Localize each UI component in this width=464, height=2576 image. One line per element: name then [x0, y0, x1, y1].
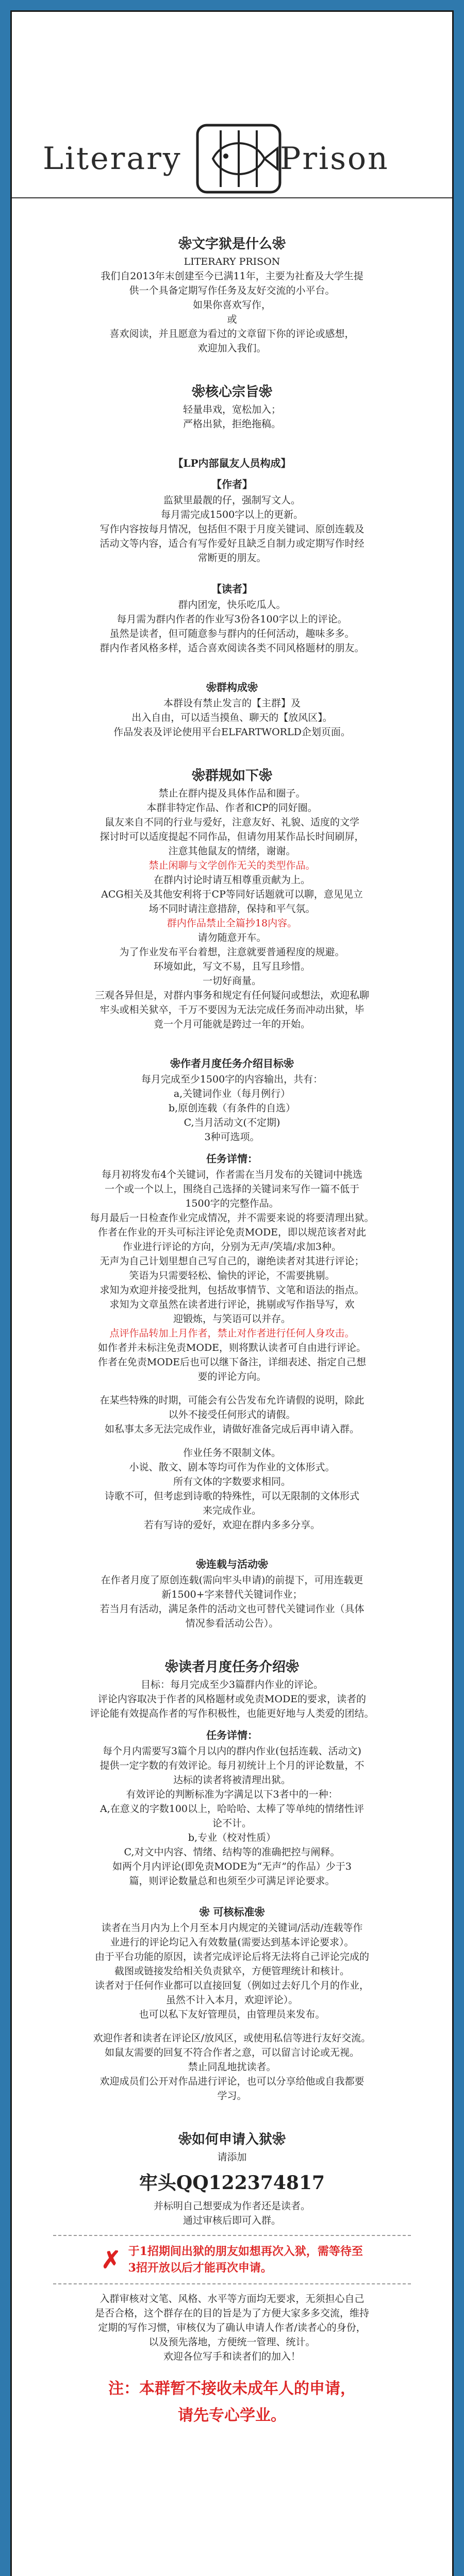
structure-line: 出入自由，可以适当摸鱼、聊天的【放风区】。 [131, 712, 333, 723]
author-task-detail: 作业进行评论的方向，分别为无声/笑墙/求加3种。 [123, 1241, 341, 1252]
reader-task-detail: A,在意义的字数100以上，哈哈哈、太棒了等单纯的情绪性评 [100, 1803, 364, 1815]
author-task-line: a,关键词作业（每月例行） [173, 1088, 291, 1099]
intro-line: 欢迎加入我们。 [197, 343, 267, 354]
author-task-detail: 如作者并未标注免责MODE，则将默认读者可自由进行评论。 [97, 1342, 367, 1353]
final-notice-line: 注：本群暂不接收未成年人的申请， [108, 2380, 356, 2398]
document-body [12, 208, 452, 2432]
author-task-detail: 作者在作业的开头可标注评论免责MODE，即以规范该者对此 [97, 1227, 367, 1238]
rules-line: 在群内讨论时请互相尊重贡献为上。 [153, 874, 310, 886]
contact-qq[interactable]: 牢头QQ122374817 [139, 2172, 325, 2194]
section-title-core: ❀核心宗旨❀ [191, 384, 272, 400]
reader-task-detail: C,对文中内容、情绪、结构等的准确把控与阐释。 [124, 1846, 340, 1858]
final-notice-line: 请先专心学业。 [178, 2406, 286, 2425]
rules-line: 鼠友来自不同的行业与爱好，注意友好、礼貌、适度的文学 [104, 817, 359, 828]
reader-marks-line: 业进行的评论均记入有效数量(需要达到基本评论要求）。 [110, 1937, 354, 1948]
structure-line: 本群设有禁止发言的【主群】及 [163, 698, 301, 709]
author-task-detail: 一个或一个以上，围绕自己选择的关键词来写作一篇不低于 [104, 1183, 359, 1195]
reader-marks-line: 读者在当月内为上个月至本月内规定的关键词/活动/连载等作 [101, 1922, 363, 1934]
author-task-detail: 无声为自己计划里想自己写自己的，谢绝读者对其进行评论； [100, 1256, 364, 1267]
reader-after-line: 禁止同乱地扰读者。 [188, 2061, 276, 2073]
reader-line: 群内作者风格多样，适合喜欢阅读各类不同风格题材的朋友。 [100, 642, 364, 654]
intro-line: 或 [227, 314, 237, 325]
rules-line: 一切好商量。 [202, 975, 261, 987]
author-task-line: b,原创连载（有条件的自选） [168, 1103, 296, 1114]
author-task-types: 来完成作业。 [202, 1505, 261, 1516]
rules-line: 场不同时请注意措辞，保持和平气氛。 [148, 903, 316, 914]
section-title-intro: ❀文字狱是什么❀ [178, 236, 286, 252]
reader-task-detail: 每个月内需要写3篇个月以内的群内作业(包括连载、活动文) [103, 1745, 361, 1757]
notice-line: 3招开放以后才能再次申请。 [128, 2261, 272, 2275]
rules-line: 为了作业发布平台着想，注意就要普通程度的规避。 [119, 946, 345, 958]
author-line: 活动文等内容，适合有写作爱好且缺乏自制力或定期写作时经 [100, 538, 364, 549]
author-task-detail: 每月初将发布4个关键词，作者需在当月发布的关键词中挑选 [101, 1169, 363, 1180]
author-task-types: 诗歌不可，但考虑到诗歌的特殊性，可以无限制的文体形式 [104, 1490, 359, 1502]
apply-rules-line: 以及预先落地，方便统一管理、统计。 [148, 2336, 316, 2348]
reader-after-line: 欢迎作者和读者在评论区/放风区，或使用私信等进行友好交流。 [93, 2032, 371, 2044]
reader-after-line: 学习。 [217, 2090, 247, 2102]
rules-warning: 群内作品禁止全篇抄18内容。 [167, 918, 297, 929]
rules-line: 环境如此，写文不易，且写且珍惜。 [153, 961, 310, 972]
core-line: 严格出狱，拒绝拖稿。 [183, 418, 281, 430]
core-line: 轻量串戏，宽松加入； [183, 404, 281, 415]
page-frame [10, 10, 454, 2576]
section-title-serial: ❀连载与活动❀ [196, 1558, 268, 1570]
author-task-line: 3种可选项。 [204, 1131, 260, 1143]
apply-rules-line: 是否合格，这个群存在的目的旨是为了方便大家多多交流，维持 [94, 2308, 369, 2319]
author-task-detail: 笑语为只需要轻松、愉快的评论，不需要挑剔。 [129, 1270, 335, 1281]
author-heading: 【作者】 [211, 478, 253, 490]
reader-task-detail: 论不计。 [212, 1818, 252, 1829]
reader-line: 虽然是读者，但可随意参与群内的任何活动，趣味多多。 [109, 628, 355, 639]
rules-line: 探讨时可以适度提起不同作品，但请勿用某作品长时间刷屏， [100, 831, 364, 842]
apply-rules-line: 欢迎各位写手和读者们的加入！ [163, 2351, 301, 2362]
author-task-extra: 在某些特殊的时期，可能会有公告发布允许请假的说明，除此 [100, 1395, 364, 1406]
notice-line: 于1招期间出狱的朋友如想再次入狱，需等待至 [128, 2245, 363, 2258]
author-task-detail: 每月最后一日检查作业完成情况，并不需要来说的将要清理出狱。 [90, 1212, 374, 1224]
author-task-line: 每月完成至少1500字的内容输出，共有： [141, 1074, 323, 1085]
reader-marks-line: 也可以私下友好管理员，由管理员来发布。 [139, 2009, 325, 2020]
apply-line: 请添加 [217, 2151, 247, 2163]
author-line: 写作内容按每月情况，包括但不限于月度关键词、原创连载及 [100, 523, 364, 535]
author-line: 常断更的朋友。 [197, 552, 267, 564]
rules-warning: 禁止闲聊与文学创作无关的类型作品。 [148, 860, 316, 871]
reader-marks-line: 虽然不计入本月，欢迎评论）。 [165, 1994, 299, 2006]
reader-task-line: 目标：每月完成至少3篇群内作业的评论。 [140, 1679, 324, 1690]
reader-line: 每月需为群内作者的作业写3份各100字以上的评论。 [117, 614, 347, 625]
reader-after-line: 欢迎成员们公开对作品进行评论，也可以分享给他或自我都要 [100, 2076, 364, 2087]
serial-line: 若当月有活动，满足条件的活动文也可替代关键词作业（具体 [100, 1603, 364, 1615]
logo-left-word: Literary [43, 141, 182, 177]
structure-line: 作品发表及评论使用平台ELFARTWORLD企划页面。 [113, 726, 351, 738]
logo-right-word: Prison [280, 141, 389, 177]
header-divider [12, 197, 452, 198]
author-task-types: 所有文体的字数要求相同。 [173, 1476, 291, 1487]
intro-line: 供一个具备定期写作任务及友好交流的小平台。 [129, 285, 335, 296]
reader-marks-heading: ❀ 可核标准❀ [199, 1906, 265, 1918]
reader-task-detail: 如两个月内评论(即免责MODE为“无声”的作品）少于3 [112, 1861, 352, 1872]
notice-text [128, 2243, 363, 2276]
section-title-rules: ❀群规如下❀ [191, 768, 272, 784]
author-task-types: 作业任务不限制文体。 [183, 1447, 281, 1459]
author-task-detail-heading: 任务详情： [206, 1153, 258, 1165]
rules-line: 竟一个月可能就是跨过一年的开始。 [153, 1019, 310, 1030]
apply-line: 并标明自己想要成为作者还是读者。 [153, 2200, 310, 2212]
reader-marks-line: 截图或链接发给相关负责狱卒，方便管理统计和核计。 [114, 1965, 350, 1977]
reader-task-line: 评论能有效提高作者的写作积极性，也能更好地与人类爱的团结。 [90, 1708, 374, 1719]
section-title-groups: 【LP内部鼠友人员构成】 [173, 457, 291, 469]
reader-task-detail: 达标的读者将被清理出狱。 [173, 1774, 291, 1786]
rules-line: 本群非特定作品、作者和CP的同好圈。 [146, 802, 318, 814]
rules-line: 牢头或相关狱卒，千万不要因为无法完成任务而冲动出狱，毕 [100, 1004, 364, 1015]
section-title-author-tasks: ❀作者月度任务介绍目标❀ [170, 1057, 294, 1070]
header [12, 12, 452, 182]
author-task-detail: 作者在免责MODE后也可以继下备注，详细表述、指定自己想 [97, 1357, 367, 1368]
reader-task-detail: 提供一定字数的有效评论。每月初统计上个月的评论数量，不 [100, 1760, 364, 1771]
author-line: 每月需完成1500字以上的更新。 [160, 509, 304, 520]
reader-task-detail-heading: 任务详情： [206, 1729, 258, 1741]
rules-line: ACG相关及其他安利将于CP等同好话题就可以聊，意见见立 [101, 889, 363, 900]
author-task-detail: 迎锻炼，与笑语可以并存。 [173, 1313, 291, 1325]
reader-task-line: 评论内容取决于作者的风格题材或免责MODE的要求，读者的 [97, 1693, 367, 1705]
fish-in-cage-logo-icon [192, 120, 285, 197]
reader-line: 群内团宠，快乐吃瓜人。 [178, 599, 286, 611]
reader-heading: 【读者】 [211, 583, 253, 595]
apply-rules-line: 定期的写作习惯，审核仅为了确认申请人作者/读者心的身份， [98, 2322, 366, 2333]
serial-line: 新1500+字来替代关键词作业； [161, 1589, 303, 1600]
reader-marks-line: 由于平台功能的原因，读者完成评论后将无法将自己评论完成的 [94, 1951, 369, 1962]
author-task-extra: 如私事太多无法完成作业，请做好准备完成后再申请入群。 [104, 1423, 359, 1435]
apply-line: 通过审核后即可入群。 [183, 2215, 281, 2226]
intro-subtitle: LITERARY PRISON [184, 256, 280, 267]
author-line: 监狱里最靓的仔，强制写文人。 [163, 495, 301, 506]
serial-line: 在作者月度了原创连载(需向牢头申请)的前提下，可用连载更 [101, 1574, 363, 1586]
author-task-types: 若有写诗的爱好，欢迎在群内多多分享。 [143, 1519, 320, 1531]
reader-task-detail: 篇，则评论数量总和也须至少可满足评论要求。 [129, 1875, 335, 1887]
cross-mark-icon: ✗ [101, 2246, 121, 2274]
section-title-structure: ❀群构成❀ [206, 681, 258, 693]
reader-task-detail: 有效评论的判断标准为字满足以下3者中的一种： [126, 1789, 338, 1800]
rules-line: 注意其他鼠友的情绪，谢谢。 [168, 845, 296, 857]
divider [53, 2235, 411, 2236]
author-task-detail: 要的评论方向。 [197, 1371, 267, 1382]
reentry-notice [12, 2243, 452, 2276]
intro-line: 喜欢阅读，并且愿意为看过的文章留下你的评论或感想， [109, 328, 355, 340]
reader-marks-line: 读者对于任何作业都可以直接回复（例如过去好几个月的作业， [94, 1980, 369, 1991]
intro-line: 如果你喜欢写作， [192, 299, 271, 311]
rules-line: 禁止在群内提及具体作品和圈子。 [158, 788, 306, 799]
section-title-apply: ❀如何申请入狱❀ [178, 2132, 286, 2147]
rules-line: 请勿随意开车。 [197, 932, 267, 943]
author-task-extra: 以外不接受任何形式的请假。 [168, 1409, 296, 1420]
rules-line: 三观各异但是，对群内事务和规定有任何疑问或想法，欢迎私聊 [94, 990, 369, 1001]
reader-task-detail: b,专业（校对性质） [188, 1832, 276, 1843]
author-task-warning: 点评作品转加上月作者，禁止对作者进行任何人身攻击。 [109, 1328, 355, 1339]
author-task-detail: 求知为文章虽然在读者进行评论，挑剔或写作指导写，欢 [109, 1299, 355, 1310]
serial-line: 情况参看活动公告）。 [185, 1618, 279, 1629]
section-title-reader-tasks: ❀读者月度任务介绍❀ [164, 1659, 299, 1675]
divider [53, 2283, 411, 2284]
author-task-types: 小说、散文、剧本等均可作为作业的文体形式。 [129, 1462, 335, 1473]
reader-after-line: 如鼠友需要的回复不符合作者之意，可以留言讨论或无视。 [104, 2047, 359, 2058]
author-task-detail: 1500字的完整作品。 [185, 1198, 279, 1209]
author-task-detail: 求知为欢迎并接受批判，包括故事情节、文笔和语法的指点。 [100, 1284, 364, 1296]
intro-line: 我们自2013年末创建至今已满11年，主要为社畜及大学生提 [101, 270, 363, 282]
apply-rules-line: 入群审核对文笔、风格、水平等方面均无要求，无须担心自己 [100, 2293, 364, 2304]
author-task-line: C,当月活动文(不定期) [184, 1117, 280, 1128]
